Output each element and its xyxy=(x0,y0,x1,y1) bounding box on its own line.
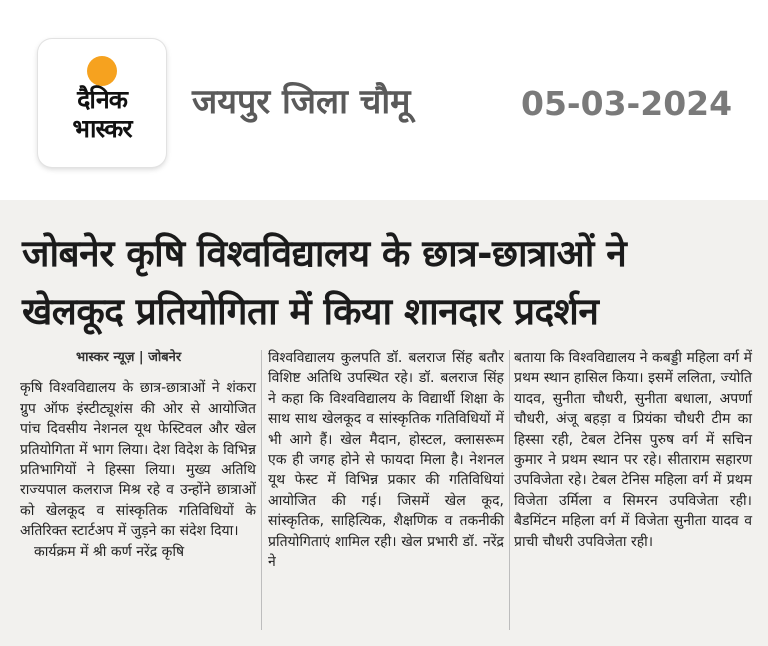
article-column-2: विश्वविद्यालय कुलपति डॉ. बलराज सिंह बतौर विशिष्ट अतिथि उपस्थित रहे। डॉ. बलराज सिंह ने कहा कि विश्वविद्यालय के विद्यार्थी शिक्षा के साथ साथ खेलकूद व सांस्कृतिक गतिविधियों में भी आगे हैं। खेल मैदान, होस्टल, क्लासरूम एक ही जगह होने से फायदा मिला है। नेशनल यूथ फेस्ट में विभिन्न प्रकार की गतिविधियां आयोजित की गई। जिसमें खेल कूद, सांस्कृतिक, साहित्यिक, शैक्षणिक व तकनीकी प्रतियोगिताएं शामिल रही। खेल प्रभारी डॉ. नरेंद्र ने xyxy=(268,350,504,571)
article-column-3: बताया कि विश्वविद्यालय ने कबड्डी महिला वर्ग में प्रथम स्थान हासिल किया। इसमें ललिता, ज्योति यादव, सुनीता चौधरी, सुनीता बधाला, अपर्णा चौधरी, अंजू बहड़ा व प्रियंका चौधरी टीम का हिस्सा रही, टेबल टेनिस पुरुष वर्ग में सचिन कुमार ने प्रथम स्थान पर रहे। सीताराम सहारण उपविजेता रहे। टेबल टेनिस महिला वर्ग में प्रथम विजेता उर्मिला व सिमरन उपविजेता रही। बैडमिंटन महिला वर्ग में विजेता सुनीता यादव व प्राची चौधरी उपविजेता रही। xyxy=(514,350,752,550)
column-1-paragraph-2: कार्यक्रम में श्री कर्ण नरेंद्र कृषि xyxy=(34,543,185,560)
dainik-bhaskar-logo xyxy=(38,39,166,167)
edition-title: जयपुर जिला चौमू xyxy=(192,82,411,122)
logo-text-line1: दैनिक xyxy=(77,85,127,114)
headline-line-1: जोबनेर कृषि विश्वविद्यालय के छात्र-छात्राओं ने xyxy=(22,232,627,275)
header-bar xyxy=(0,0,768,196)
column-1-paragraph-1: कृषि विश्वविद्यालय के छात्र-छात्राओं ने शंकरा ग्रुप ऑफ इंस्टीट्यूशंस की ओर से आयोजित पांच दिवसीय नेशनल यूथ फेस्टिवल और खेल प्रतियोगिता में भाग लिया। देश विदेश के विभिन्न प्रतिभागियों ने हिस्सा लिया। मुख्य अतिथि राज्यपाल कलराज मिश्र रहे व उन्होंने छात्राओं को खेलकूद व सांस्कृतिक गतिविधियों के अतिरिक्त स्टार्टअप में जुड़ने का संदेश दिया। xyxy=(20,380,256,540)
logo-text-line2: भास्कर xyxy=(72,114,132,143)
column-divider xyxy=(261,350,262,630)
byline: भास्कर न्यूज़ | जोबनेर xyxy=(76,350,182,365)
edition-date: 05-03-2024 xyxy=(521,84,733,123)
column-divider xyxy=(509,350,510,630)
headline-line-2: खेलकूद प्रतियोगिता में किया शानदार प्रदर्शन xyxy=(22,290,599,333)
article-column-1 xyxy=(20,348,256,562)
news-clipping xyxy=(0,200,768,646)
sun-icon xyxy=(87,56,117,86)
